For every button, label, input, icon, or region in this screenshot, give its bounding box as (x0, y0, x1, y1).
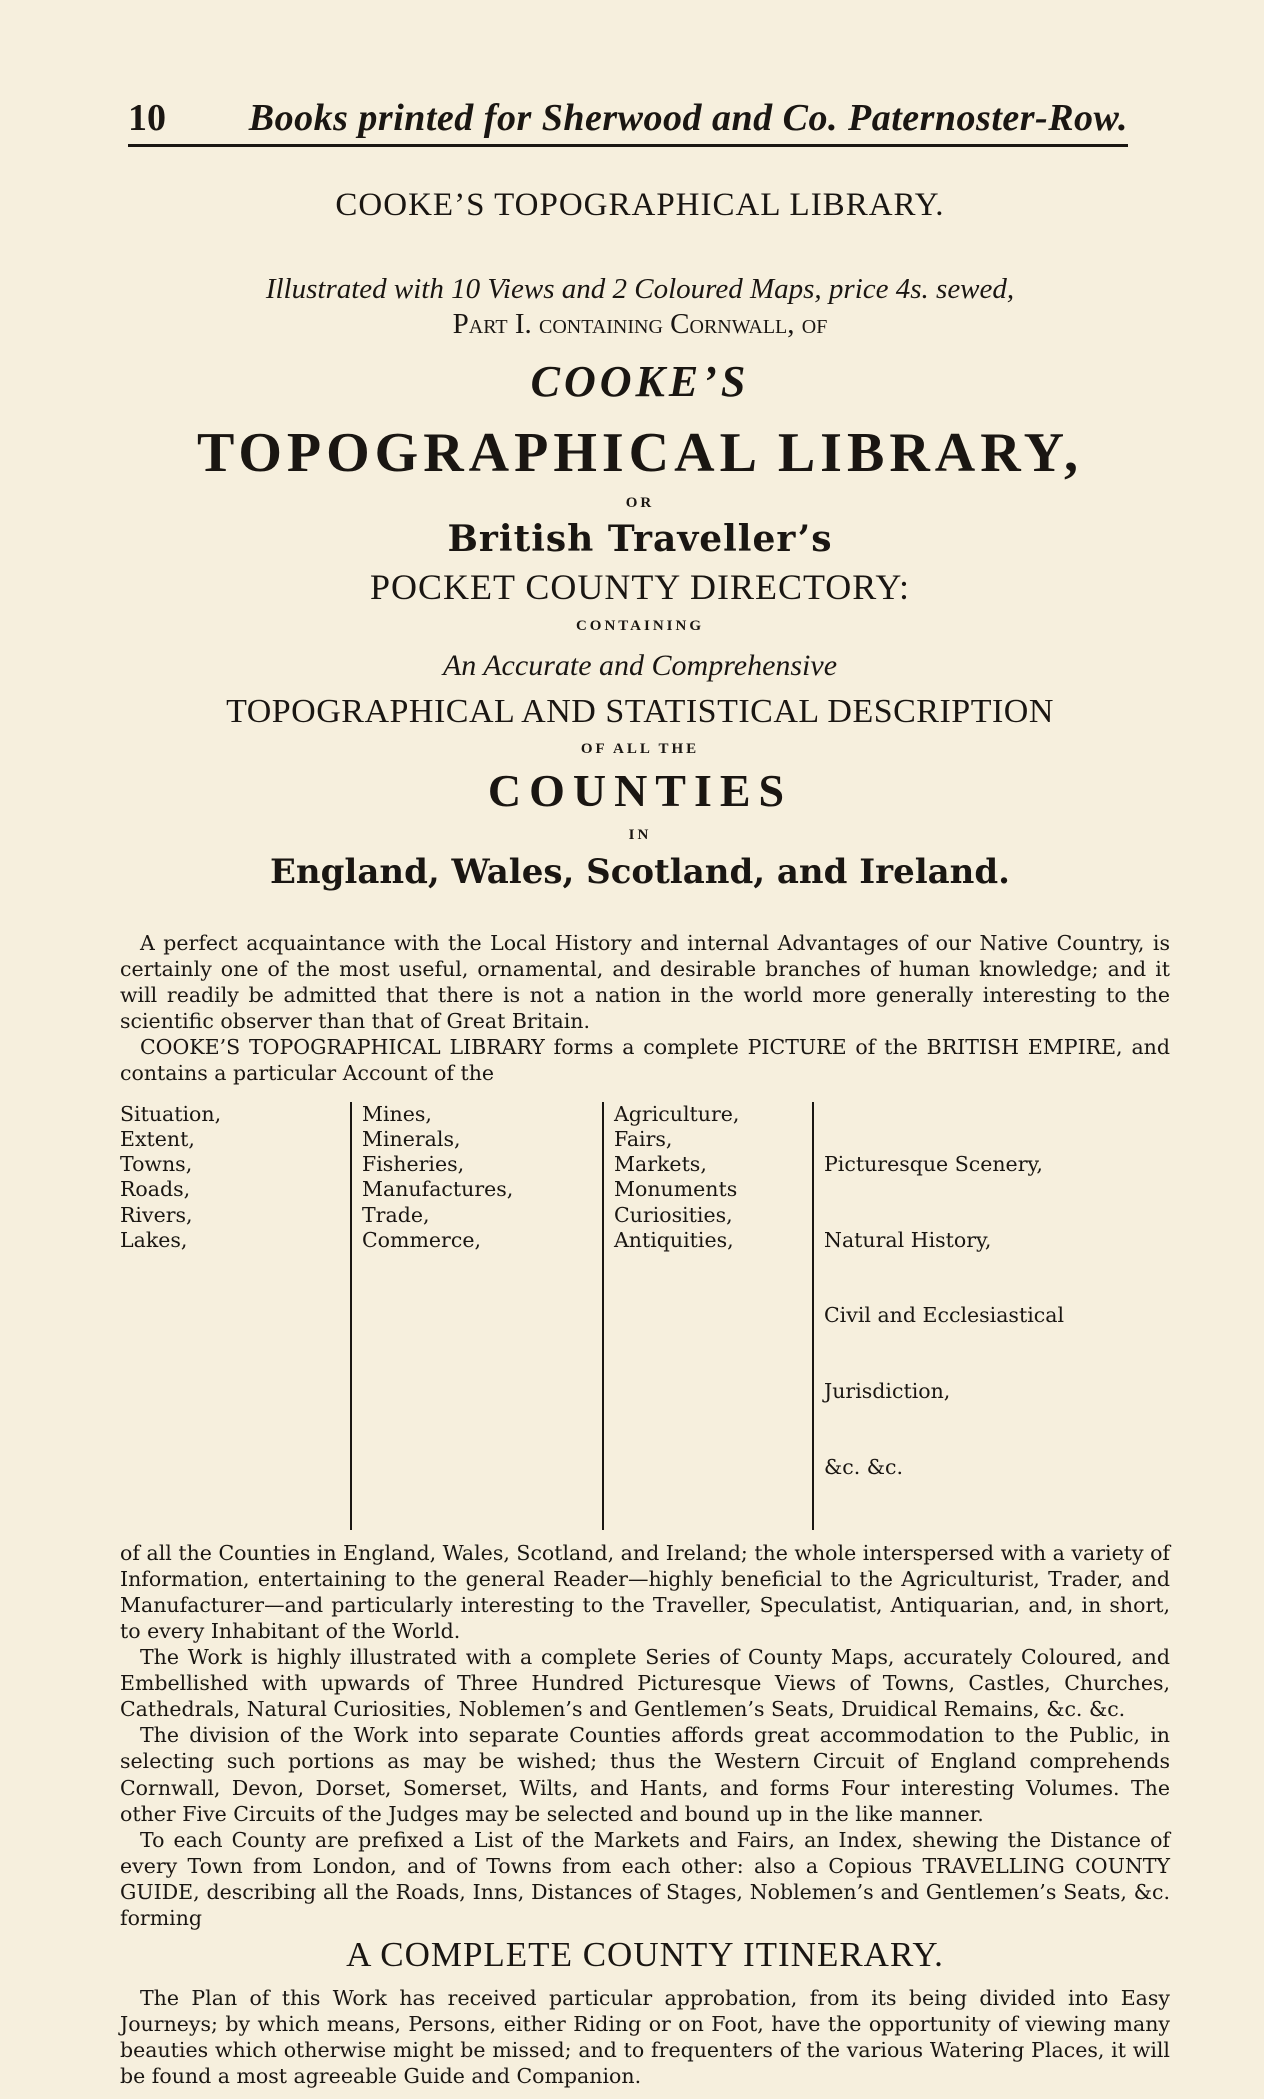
body-text (120, 930, 1170, 2090)
topic-item: Jurisdiction, (824, 1379, 951, 1404)
topic-item: Curiosities, (614, 1202, 733, 1227)
topic-item: Natural History, (824, 1227, 992, 1252)
topics-columns (120, 1102, 1170, 1530)
topic-item: Antiquities, (614, 1227, 734, 1252)
part-line: Part I. containing Cornwall, of (452, 307, 828, 340)
paragraph-plan: The Plan of this Work has received particular approbation, from its being divided into Easy Journeys; by which means, Persons, either Riding or on Foot, have the opportunity of viewing many beauties which otherwise might be missed; and to frequenters of the various Watering Places, it will be found a most agreeable Guide and Companion. (120, 1986, 1170, 2089)
topic-item: Situation, (120, 1101, 222, 1126)
itinerary-heading: A COMPLETE COUNTY ITINERARY. (346, 1934, 944, 1974)
topic-item: Picturesque Scenery, (824, 1152, 1043, 1177)
topic-item: Monuments (614, 1177, 738, 1202)
paragraph-division: The division of the Work into separate Counties affords great accommodation to the Public, in selecting such portions as may be wished; thus the Western Circuit of England comprehends Cornwall, Devon, Dorset, Somerset, Wilts, and Hants, and forms Four interesting Volumes. The other Five Circuits of the Judges may be selected and bound up in the like manner. (120, 1723, 1170, 1826)
of-all-the-label: OF ALL THE (580, 740, 700, 757)
topics-column-2 (352, 1102, 604, 1530)
topic-item: Roads, (120, 1177, 191, 1202)
topic-item: Minerals, (362, 1126, 461, 1151)
topic-item: Trade, (362, 1202, 430, 1227)
illustrated-line: Illustrated with 10 Views and 2 Coloured Maps, price 4s. sewed, (265, 273, 1015, 305)
or-label: OR (625, 494, 655, 511)
in-label: IN (628, 826, 652, 843)
topics-column-4 (814, 1102, 1154, 1530)
topic-item: Commerce, (362, 1227, 481, 1252)
paragraph-counties: of all the Counties in England, Wales, Scotland, and Ireland; the whole interspersed with a variety of Information, entertaining to the general Reader—highly beneficial to the Agriculturist, Trader, and Manufacturer—and particularly interesting to the Traveller, Speculatist, Antiquarian, and, in short, to every Inhabitant of the World. (120, 1541, 1170, 1644)
topic-item: Rivers, (120, 1202, 193, 1227)
counties-heading: COUNTIES (487, 764, 793, 816)
topic-item: &c. &c. (824, 1454, 904, 1479)
running-title: Books printed for Sherwood and Co. Paternoster-Row. (248, 97, 1128, 139)
topics-column-3 (604, 1102, 814, 1530)
page-number: 10 (128, 97, 166, 139)
accurate-line: An Accurate and Comprehensive (442, 648, 838, 682)
topic-item: Mines, (362, 1101, 432, 1126)
series-title: COOKE’S TOPOGRAPHICAL LIBRARY. (335, 187, 945, 223)
topic-item: Extent, (120, 1126, 195, 1151)
nations-heading: England, Wales, Scotland, and Ireland. (270, 851, 1010, 892)
topic-item: Lakes, (120, 1227, 188, 1252)
paragraph-illustrations: The Work is highly illustrated with a complete Series of County Maps, accurately Coloured, and Embellished with upwards of Three Hundred Picturesque Views of Towns, Castles, Churches, Cathedrals, Natural Curiosities, Noblemen’s and Gentlemen’s Seats, Druidical Remains, &c. &c. (120, 1645, 1170, 1722)
topographical-library-heading: TOPOGRAPHICAL LIBRARY, (197, 421, 1083, 484)
paragraph-county-list: To each County are prefixed a List of the Markets and Fairs, an Index, shewing the Distance of every Town from London, and of Towns from each other: also a Copious TRAVELLING COUNTY GUIDE, describing all the Roads, Inns, Distances of Stages, Noblemen’s and Gentlemen’s Seats, &c. forming (120, 1827, 1170, 1930)
topic-item: Fisheries, (362, 1152, 465, 1177)
pocket-directory-heading: POCKET COUNTY DIRECTORY: (369, 566, 911, 607)
description-heading: TOPOGRAPHICAL AND STATISTICAL DESCRIPTION (226, 692, 1054, 730)
running-header (128, 96, 1128, 147)
topic-item: Agriculture, (614, 1101, 740, 1126)
containing-label: CONTAINING (575, 617, 705, 634)
cookes-heading: COOKE’S (530, 356, 750, 406)
topic-item: Towns, (120, 1152, 193, 1177)
paragraph-library: COOKE’S TOPOGRAPHICAL LIBRARY forms a complete PICTURE of the BRITISH EMPIRE, and contains a particular Account of the (120, 1034, 1170, 1085)
paragraph-intro: A perfect acquaintance with the Local History and internal Advantages of our Native Country, is certainly one of the most useful, ornamental, and desirable branches of human knowledge; and it will readily be admitted that there is not a nation in the world more generally interesting to the scientific observer than that of Great Britain. (120, 930, 1170, 1033)
topic-item: Fairs, (614, 1126, 673, 1151)
topic-item: Manufactures, (362, 1177, 514, 1202)
topic-item: Civil and Ecclesiastical (824, 1303, 1065, 1328)
topic-item: Markets, (614, 1152, 707, 1177)
topics-column-1 (120, 1102, 352, 1530)
british-travellers-heading: British Traveller’s (447, 517, 833, 560)
